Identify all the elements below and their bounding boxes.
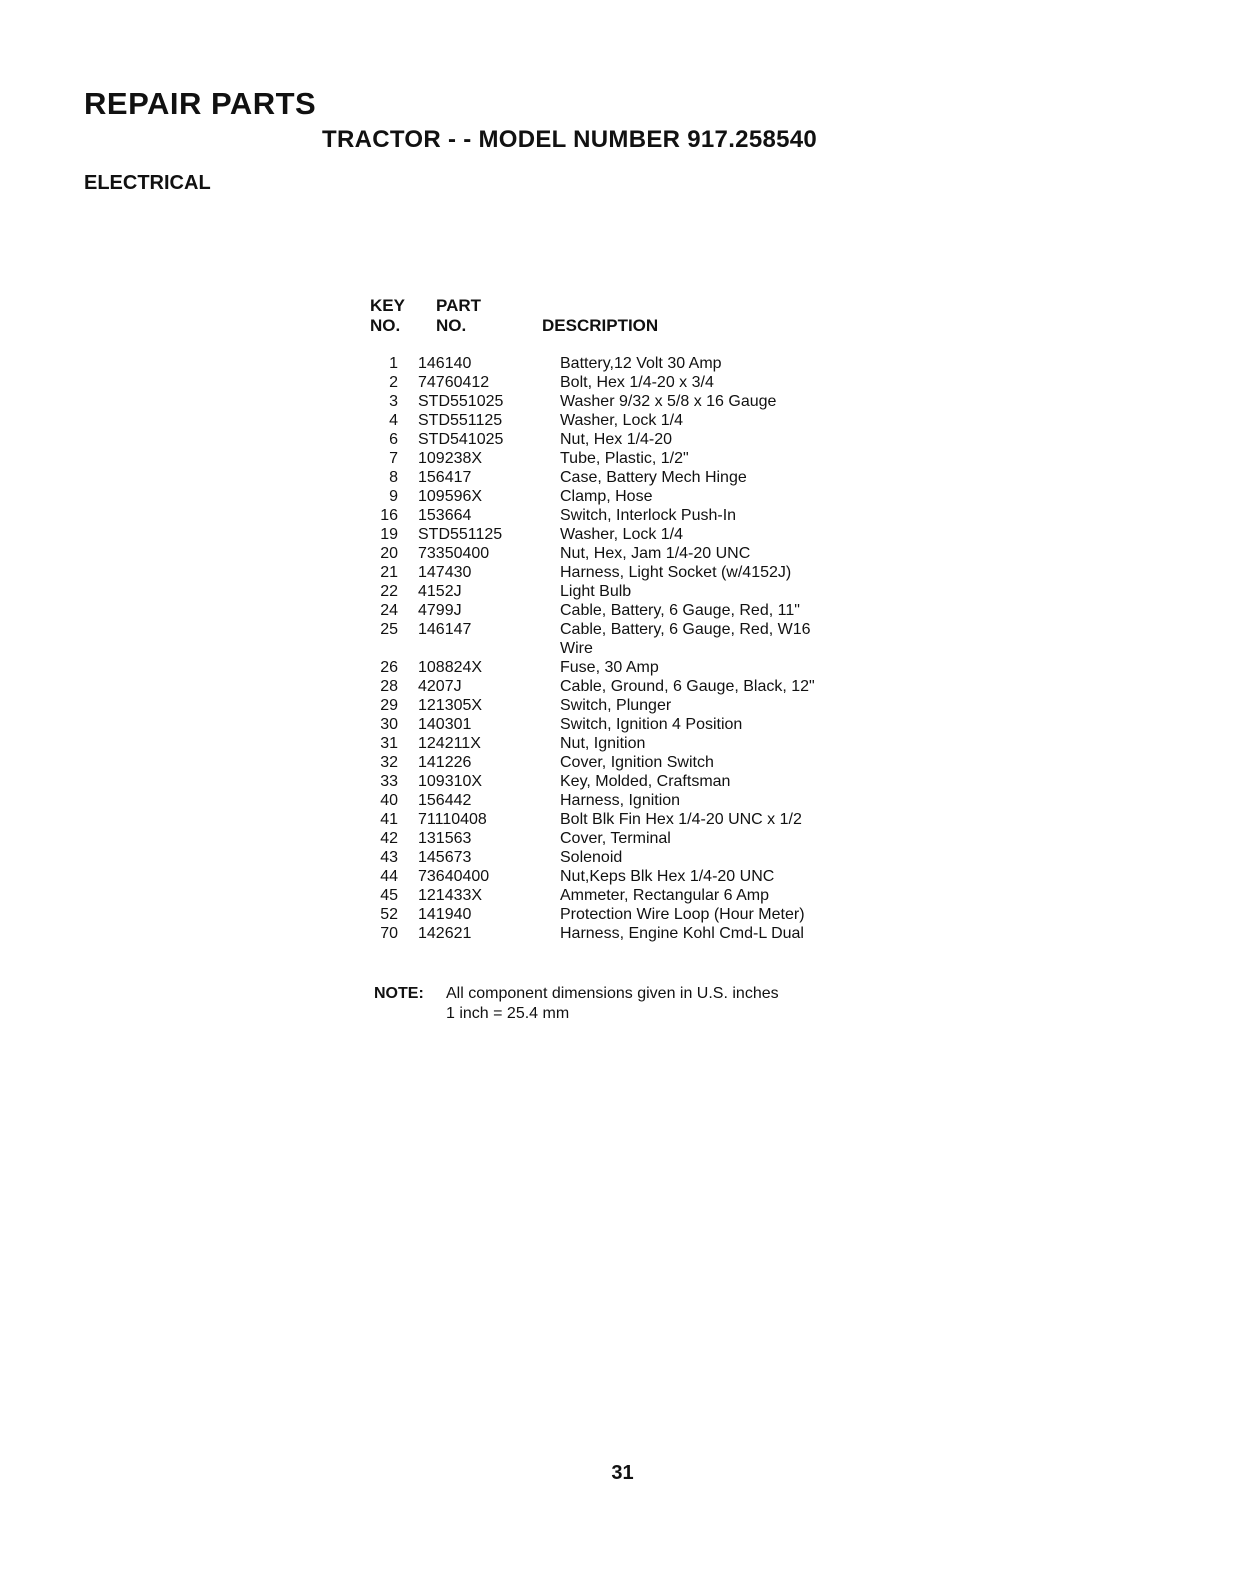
key-no-cell: 16 bbox=[380, 507, 398, 524]
table-row bbox=[370, 886, 890, 905]
table-row bbox=[370, 411, 890, 430]
table-row bbox=[370, 791, 890, 810]
part-no-cell: 145673 bbox=[418, 849, 472, 866]
part-no-cell: 131563 bbox=[418, 830, 472, 847]
description-cell: Washer 9/32 x 5/8 x 16 Gauge bbox=[560, 393, 777, 410]
description-cell: Nut, Ignition bbox=[560, 735, 646, 752]
column-headers bbox=[370, 296, 890, 340]
description-cell: Bolt Blk Fin Hex 1/4-20 UNC x 1/2 bbox=[560, 811, 802, 828]
key-no-cell: 20 bbox=[380, 545, 398, 562]
note-line-2: 1 inch = 25.4 mm bbox=[446, 1005, 570, 1022]
part-no-cell: 109596X bbox=[418, 488, 483, 505]
description-cell: Cover, Terminal bbox=[560, 830, 671, 847]
key-no-cell: 41 bbox=[380, 811, 398, 828]
table-row bbox=[370, 734, 890, 753]
table-row bbox=[370, 658, 890, 677]
part-no-cell: 124211X bbox=[418, 735, 481, 752]
key-no-cell: 6 bbox=[389, 431, 398, 448]
part-no-cell: 153664 bbox=[418, 507, 472, 524]
key-no-cell: 45 bbox=[380, 887, 398, 904]
table-row bbox=[370, 810, 890, 829]
part-no-cell: 146140 bbox=[418, 355, 472, 372]
description-cell: Harness, Engine Kohl Cmd-L Dual bbox=[560, 925, 804, 942]
key-no-cell: 52 bbox=[380, 906, 398, 923]
description-cell: Clamp, Hose bbox=[560, 488, 653, 505]
table-row bbox=[370, 924, 890, 943]
part-no-cell: 156417 bbox=[418, 469, 472, 486]
table-row bbox=[370, 905, 890, 924]
table-row bbox=[370, 582, 890, 601]
key-no-cell: 21 bbox=[380, 564, 398, 581]
table-row bbox=[370, 677, 890, 696]
table-row bbox=[370, 430, 890, 449]
key-no-cell: 25 bbox=[380, 621, 398, 638]
table-row bbox=[370, 639, 890, 658]
key-no-cell: 24 bbox=[380, 602, 398, 619]
description-cell: Nut, Hex, Jam 1/4-20 UNC bbox=[560, 545, 751, 562]
description-header: DESCRIPTION bbox=[542, 316, 659, 335]
note-label: NOTE: bbox=[374, 985, 424, 1002]
key-no-cell: 44 bbox=[380, 868, 398, 885]
table-row bbox=[370, 772, 890, 791]
key-no-cell: 19 bbox=[380, 526, 398, 543]
key-no-header bbox=[370, 296, 430, 336]
part-no-cell: 109238X bbox=[418, 450, 483, 467]
parts-rows bbox=[370, 354, 890, 943]
description-cell: Washer, Lock 1/4 bbox=[560, 412, 684, 429]
key-no-cell: 31 bbox=[380, 735, 398, 752]
part-header-line1: PART bbox=[436, 296, 482, 315]
section-title: ELECTRICAL bbox=[84, 172, 211, 194]
key-no-cell: 26 bbox=[380, 659, 398, 676]
key-no-cell bbox=[370, 639, 398, 658]
key-no-cell: 22 bbox=[380, 583, 398, 600]
description-cell: Battery,12 Volt 30 Amp bbox=[560, 355, 722, 372]
key-no-cell: 3 bbox=[389, 393, 398, 410]
table-row bbox=[370, 696, 890, 715]
part-no-cell: 121433X bbox=[418, 887, 483, 904]
part-no-cell bbox=[398, 639, 560, 658]
note-line-1: All component dimensions given in U.S. inches bbox=[446, 985, 779, 1002]
part-no-cell: 141226 bbox=[418, 754, 472, 771]
description-cell: Switch, Plunger bbox=[560, 697, 672, 714]
part-no-cell: 156442 bbox=[418, 792, 472, 809]
part-no-cell: 4207J bbox=[418, 678, 462, 695]
part-no-cell: 146147 bbox=[418, 621, 472, 638]
description-cell: Light Bulb bbox=[560, 583, 632, 600]
table-row bbox=[370, 867, 890, 886]
description-cell: Key, Molded, Craftsman bbox=[560, 773, 731, 790]
model-subtitle: TRACTOR - - MODEL NUMBER 917.258540 bbox=[322, 126, 818, 153]
table-row bbox=[370, 544, 890, 563]
key-header-line2: NO. bbox=[370, 316, 401, 335]
description-cell: Nut,Keps Blk Hex 1/4-20 UNC bbox=[560, 868, 775, 885]
description-cell: Switch, Ignition 4 Position bbox=[560, 716, 743, 733]
table-row bbox=[370, 715, 890, 734]
description-cell: Fuse, 30 Amp bbox=[560, 659, 659, 676]
part-no-cell: STD551025 bbox=[418, 393, 504, 410]
key-no-cell: 9 bbox=[389, 488, 398, 505]
part-no-cell: 73350400 bbox=[418, 545, 490, 562]
table-row bbox=[370, 525, 890, 544]
table-row bbox=[370, 468, 890, 487]
key-no-cell: 43 bbox=[380, 849, 398, 866]
description-cell: Harness, Ignition bbox=[560, 792, 681, 809]
page-title: REPAIR PARTS bbox=[84, 86, 317, 121]
key-no-cell: 8 bbox=[389, 469, 398, 486]
table-row bbox=[370, 506, 890, 525]
key-no-cell: 29 bbox=[380, 697, 398, 714]
page-number: 31 bbox=[611, 1462, 634, 1484]
note-text bbox=[446, 984, 779, 1024]
description-cell: Bolt, Hex 1/4-20 x 3/4 bbox=[560, 374, 714, 391]
part-no-cell: 140301 bbox=[418, 716, 472, 733]
description-cell: Washer, Lock 1/4 bbox=[560, 526, 684, 543]
table-row bbox=[370, 373, 890, 392]
description-cell: Cable, Battery, 6 Gauge, Red, W16 bbox=[560, 621, 811, 638]
part-no-cell: 74760412 bbox=[418, 374, 490, 391]
table-row bbox=[370, 487, 890, 506]
key-no-cell: 42 bbox=[380, 830, 398, 847]
table-row bbox=[370, 829, 890, 848]
part-no-cell: STD551125 bbox=[418, 412, 503, 429]
description-cell: Switch, Interlock Push-In bbox=[560, 507, 737, 524]
part-no-cell: 109310X bbox=[418, 773, 483, 790]
table-row bbox=[370, 848, 890, 867]
key-no-cell: 30 bbox=[380, 716, 398, 733]
table-row bbox=[370, 753, 890, 772]
key-header-line1: KEY bbox=[370, 296, 405, 315]
part-no-header bbox=[436, 296, 516, 336]
part-no-cell: STD541025 bbox=[418, 431, 504, 448]
description-cell: Nut, Hex 1/4-20 bbox=[560, 431, 673, 448]
key-no-cell: 28 bbox=[380, 678, 398, 695]
key-no-cell: 2 bbox=[389, 374, 398, 391]
key-no-cell: 40 bbox=[380, 792, 398, 809]
description-cell: Ammeter, Rectangular 6 Amp bbox=[560, 887, 769, 904]
description-cell: Wire bbox=[560, 640, 593, 657]
part-no-cell: 141940 bbox=[418, 906, 472, 923]
table-row bbox=[370, 354, 890, 373]
key-no-cell: 70 bbox=[380, 925, 398, 942]
table-row bbox=[370, 449, 890, 468]
key-no-cell: 33 bbox=[380, 773, 398, 790]
part-no-cell: 108824X bbox=[418, 659, 483, 676]
description-cell: Solenoid bbox=[560, 849, 623, 866]
description-cell: Tube, Plastic, 1/2" bbox=[560, 450, 689, 467]
part-no-cell: 121305X bbox=[418, 697, 483, 714]
note bbox=[374, 984, 779, 1024]
table-row bbox=[370, 601, 890, 620]
part-no-cell: 71110408 bbox=[418, 811, 487, 828]
key-no-cell: 1 bbox=[389, 355, 398, 372]
part-header-line2: NO. bbox=[436, 316, 467, 335]
table-row bbox=[370, 392, 890, 411]
part-no-cell: 147430 bbox=[418, 564, 472, 581]
description-cell: Case, Battery Mech Hinge bbox=[560, 469, 747, 486]
description-cell: Cable, Battery, 6 Gauge, Red, 11" bbox=[560, 602, 800, 619]
key-no-cell: 4 bbox=[389, 412, 398, 429]
key-no-cell: 7 bbox=[389, 450, 398, 467]
part-no-cell: 4152J bbox=[418, 583, 462, 600]
description-cell: Protection Wire Loop (Hour Meter) bbox=[560, 906, 805, 923]
description-cell: Cover, Ignition Switch bbox=[560, 754, 714, 771]
description-cell: Cable, Ground, 6 Gauge, Black, 12" bbox=[560, 678, 815, 695]
part-no-cell: 73640400 bbox=[418, 868, 490, 885]
table-row bbox=[370, 620, 890, 639]
part-no-cell: 142621 bbox=[418, 925, 472, 942]
part-no-cell: 4799J bbox=[418, 602, 462, 619]
description-cell: Harness, Light Socket (w/4152J) bbox=[560, 564, 792, 581]
part-no-cell: STD551125 bbox=[418, 526, 503, 543]
parts-table bbox=[370, 296, 890, 943]
table-row bbox=[370, 563, 890, 582]
key-no-cell: 32 bbox=[380, 754, 398, 771]
